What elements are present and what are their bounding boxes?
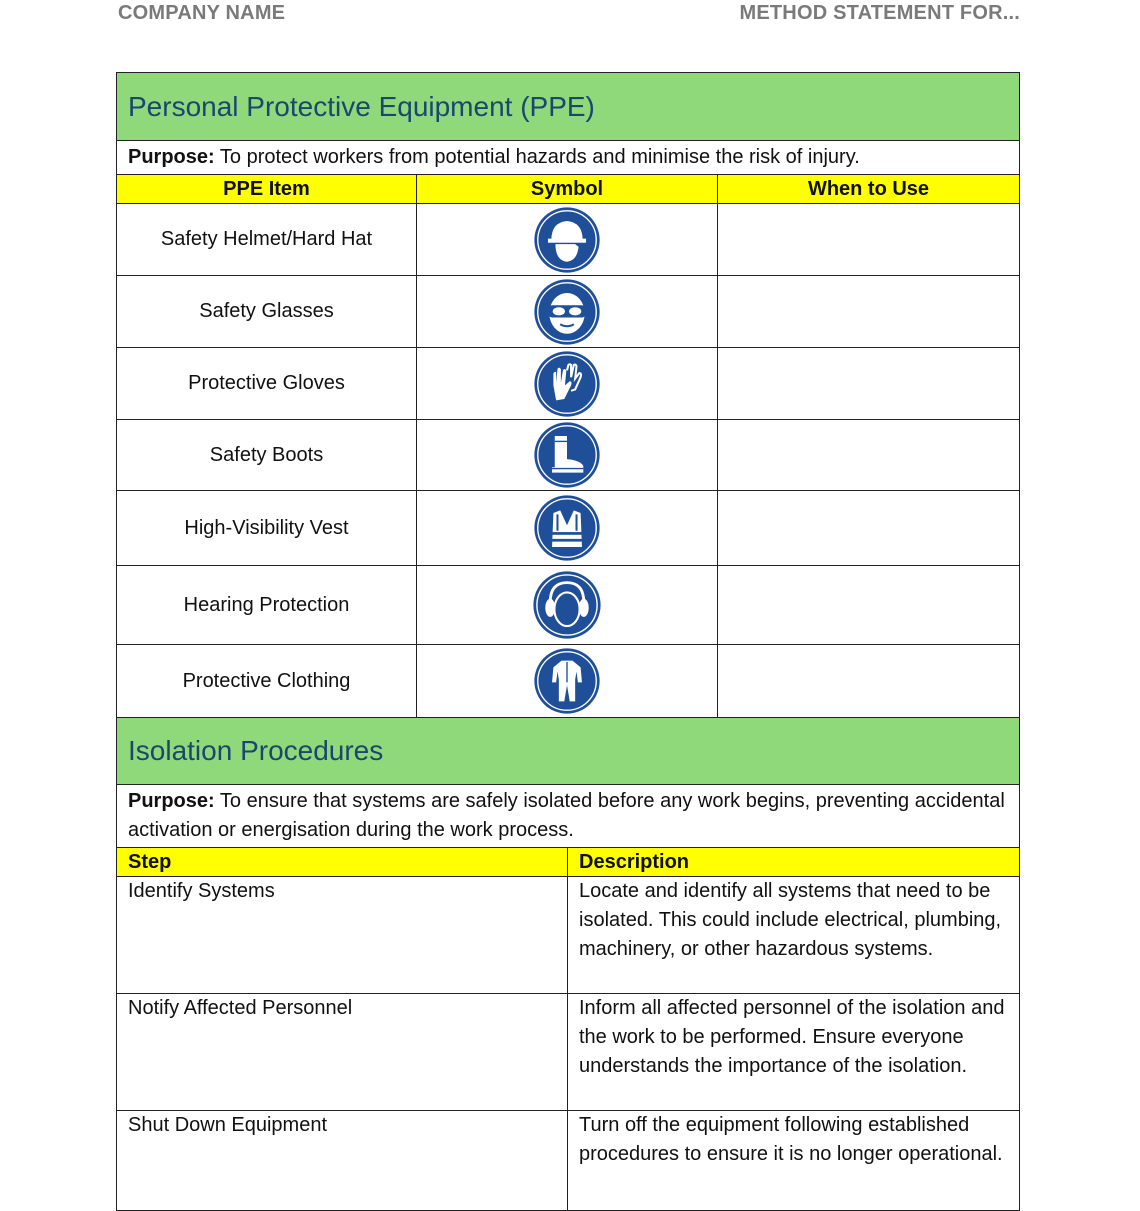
ppe-item-name: Protective Gloves: [117, 348, 417, 420]
ppe-section-title: Personal Protective Equipment (PPE): [117, 73, 1020, 141]
gloves-icon: [533, 350, 601, 418]
col-symbol: Symbol: [417, 175, 718, 204]
ppe-when: [718, 645, 1020, 718]
ppe-item-name: Protective Clothing: [117, 645, 417, 718]
ppe-when: [718, 204, 1020, 276]
isolation-purpose-text: To ensure that systems are safely isolated before any work begins, preventing accidental activation or energisation during the work process.: [128, 790, 1005, 841]
ppe-when: [718, 348, 1020, 420]
ppe-item-name: Safety Glasses: [117, 276, 417, 348]
step-name: Identify Systems: [117, 877, 568, 994]
ppe-purpose-label: Purpose:: [128, 146, 215, 168]
table-row: [117, 276, 1020, 348]
table-row: [117, 1111, 1020, 1211]
table-row: [117, 877, 1020, 994]
table-row: [117, 994, 1020, 1111]
step-name: Shut Down Equipment: [117, 1111, 568, 1211]
document-body: [116, 72, 1019, 1211]
isolation-purpose: [117, 785, 1020, 848]
table-row: [117, 420, 1020, 491]
isolation-section-title: Isolation Procedures: [117, 718, 1020, 785]
col-when-to-use: When to Use: [718, 175, 1020, 204]
isolation-purpose-label: Purpose:: [128, 790, 215, 812]
isolation-table: [116, 717, 1020, 1211]
document-title: METHOD STATEMENT FOR...: [739, 2, 1020, 24]
col-description: Description: [568, 848, 1020, 877]
table-row: [117, 566, 1020, 645]
ppe-when: [718, 276, 1020, 348]
ear-defenders-icon: [532, 570, 602, 640]
coverall-icon: [533, 647, 601, 715]
ppe-item-name: Hearing Protection: [117, 566, 417, 645]
step-name: Notify Affected Personnel: [117, 994, 568, 1111]
table-row: [117, 491, 1020, 566]
step-description: Turn off the equipment following established procedures to ensure it is no longer operational.: [568, 1111, 1020, 1211]
table-row: [117, 348, 1020, 420]
col-ppe-item: PPE Item: [117, 175, 417, 204]
ppe-item-name: High-Visibility Vest: [117, 491, 417, 566]
hard-hat-icon: [533, 206, 601, 274]
table-row: [117, 645, 1020, 718]
ppe-when: [718, 420, 1020, 491]
ppe-table: [116, 72, 1020, 718]
ppe-when: [718, 566, 1020, 645]
ppe-item-name: Safety Boots: [117, 420, 417, 491]
col-step: Step: [117, 848, 568, 877]
safety-glasses-icon: [533, 278, 601, 346]
ppe-purpose: [117, 141, 1020, 175]
hi-vis-vest-icon: [533, 494, 601, 562]
step-description: Locate and identify all systems that need to be isolated. This could include electrical, plumbing, machinery, or other hazardous systems.: [568, 877, 1020, 994]
safety-boot-icon: [533, 421, 601, 489]
ppe-when: [718, 491, 1020, 566]
ppe-item-name: Safety Helmet/Hard Hat: [117, 204, 417, 276]
step-description: Inform all affected personnel of the isolation and the work to be performed. Ensure everyone understands the importance of the isolation.: [568, 994, 1020, 1111]
ppe-purpose-text: To protect workers from potential hazards and minimise the risk of injury.: [219, 146, 860, 168]
company-name: COMPANY NAME: [118, 2, 286, 24]
table-row: [117, 204, 1020, 276]
